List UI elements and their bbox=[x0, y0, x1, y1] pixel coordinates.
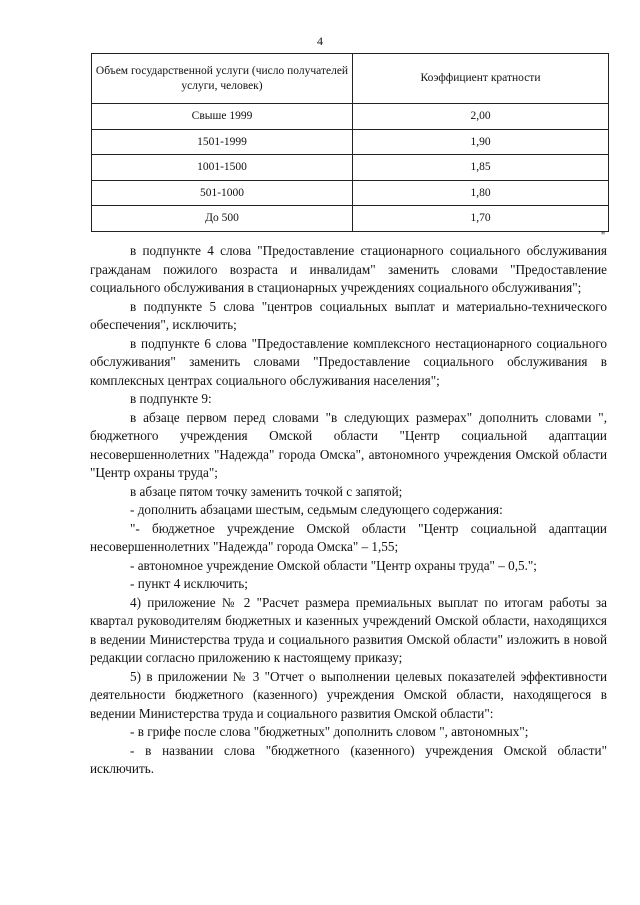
paragraph: - в грифе после слова "бюджетных" дополнить словом ", автономных"; bbox=[130, 724, 529, 739]
cell-coefficient: 1,80 bbox=[353, 180, 609, 206]
paragraph: "- бюджетное учреждение Омской области "Центр социальной адаптации несовершеннолетних "Надежда" города Омска" – 1,55; bbox=[90, 520, 607, 554]
closing-quote-mark: " bbox=[601, 231, 606, 242]
cell-coefficient: 1,85 bbox=[353, 155, 609, 181]
paragraph: 5) в приложении № 3 "Отчет о выполнении целевых показателей эффективности деятельности бюджетного (казенного) учреждения Омской области, находящегося в ведении Министерства труда и социального развития Омской области": bbox=[90, 668, 607, 721]
header-coefficient: Коэффициент кратности bbox=[353, 54, 609, 104]
cell-volume: Свыше 1999 bbox=[92, 104, 353, 130]
paragraph: - дополнить абзацами шестым, седьмым следующего содержания: bbox=[130, 502, 503, 517]
cell-coefficient: 1,90 bbox=[353, 129, 609, 155]
cell-volume: 501-1000 bbox=[92, 180, 353, 206]
paragraph: в подпункте 5 слова "центров социальных выплат и материально-технического обеспечения", исключить; bbox=[90, 298, 607, 332]
table-row bbox=[92, 206, 609, 232]
paragraph: в подпункте 4 слова "Предоставление стационарного социального обслуживания гражданам пожилого возраста и инвалидам" заменить словами "Предоставление социального обслуживания в стационарных учреждениях социального обслуживания"; bbox=[90, 243, 607, 295]
paragraph: в подпункте 9: bbox=[130, 391, 212, 406]
paragraph: - в названии слова "бюджетного (казенного) учреждения Омской области" исключить. bbox=[90, 742, 607, 776]
cell-volume: До 500 bbox=[92, 206, 353, 232]
cell-coefficient: 1,70 bbox=[353, 206, 609, 232]
table-row bbox=[92, 129, 609, 155]
header-volume: Объем государственной услуги (число получателей услуги, человек) bbox=[92, 54, 353, 104]
paragraph: 4) приложение № 2 "Расчет размера премиальных выплат по итогам работы за квартал руководителям бюджетных и казенных учреждений Омской области, находящихся в ведении Министерства труда и социального развития Омской области" изложить в новой редакции согласно приложению к настоящему приказу; bbox=[90, 594, 607, 665]
table-row bbox=[92, 155, 609, 181]
cell-volume: 1001-1500 bbox=[92, 155, 353, 181]
cell-coefficient: 2,00 bbox=[353, 104, 609, 130]
paragraph: - автономное учреждение Омской области "Центр охраны труда" – 0,5."; bbox=[130, 557, 537, 573]
paragraph: - пункт 4 исключить; bbox=[130, 576, 248, 591]
cell-volume: 1501-1999 bbox=[92, 129, 353, 155]
table-row bbox=[92, 104, 609, 130]
paragraph: в абзаце пятом точку заменить точкой с запятой; bbox=[130, 483, 403, 499]
table-header-row bbox=[92, 54, 609, 104]
table-row bbox=[92, 180, 609, 206]
paragraph: в абзаце первом перед словами "в следующих размерах" дополнить словами ", бюджетного учреждения Омской области "Центр социальной адаптации несовершеннолетних "Надежда" города Омска", автономного учреждения Омской области "Центр охраны труда"; bbox=[90, 409, 607, 480]
document-body bbox=[90, 242, 607, 779]
paragraph: в подпункте 6 слова "Предоставление комплексного нестационарного социального обслуживания" заменить словами "Предоставление социального обслуживания в комплексных центрах социального обслуживания населения"; bbox=[90, 335, 607, 388]
coefficient-table bbox=[91, 53, 609, 232]
page-number: 4 bbox=[317, 34, 323, 48]
